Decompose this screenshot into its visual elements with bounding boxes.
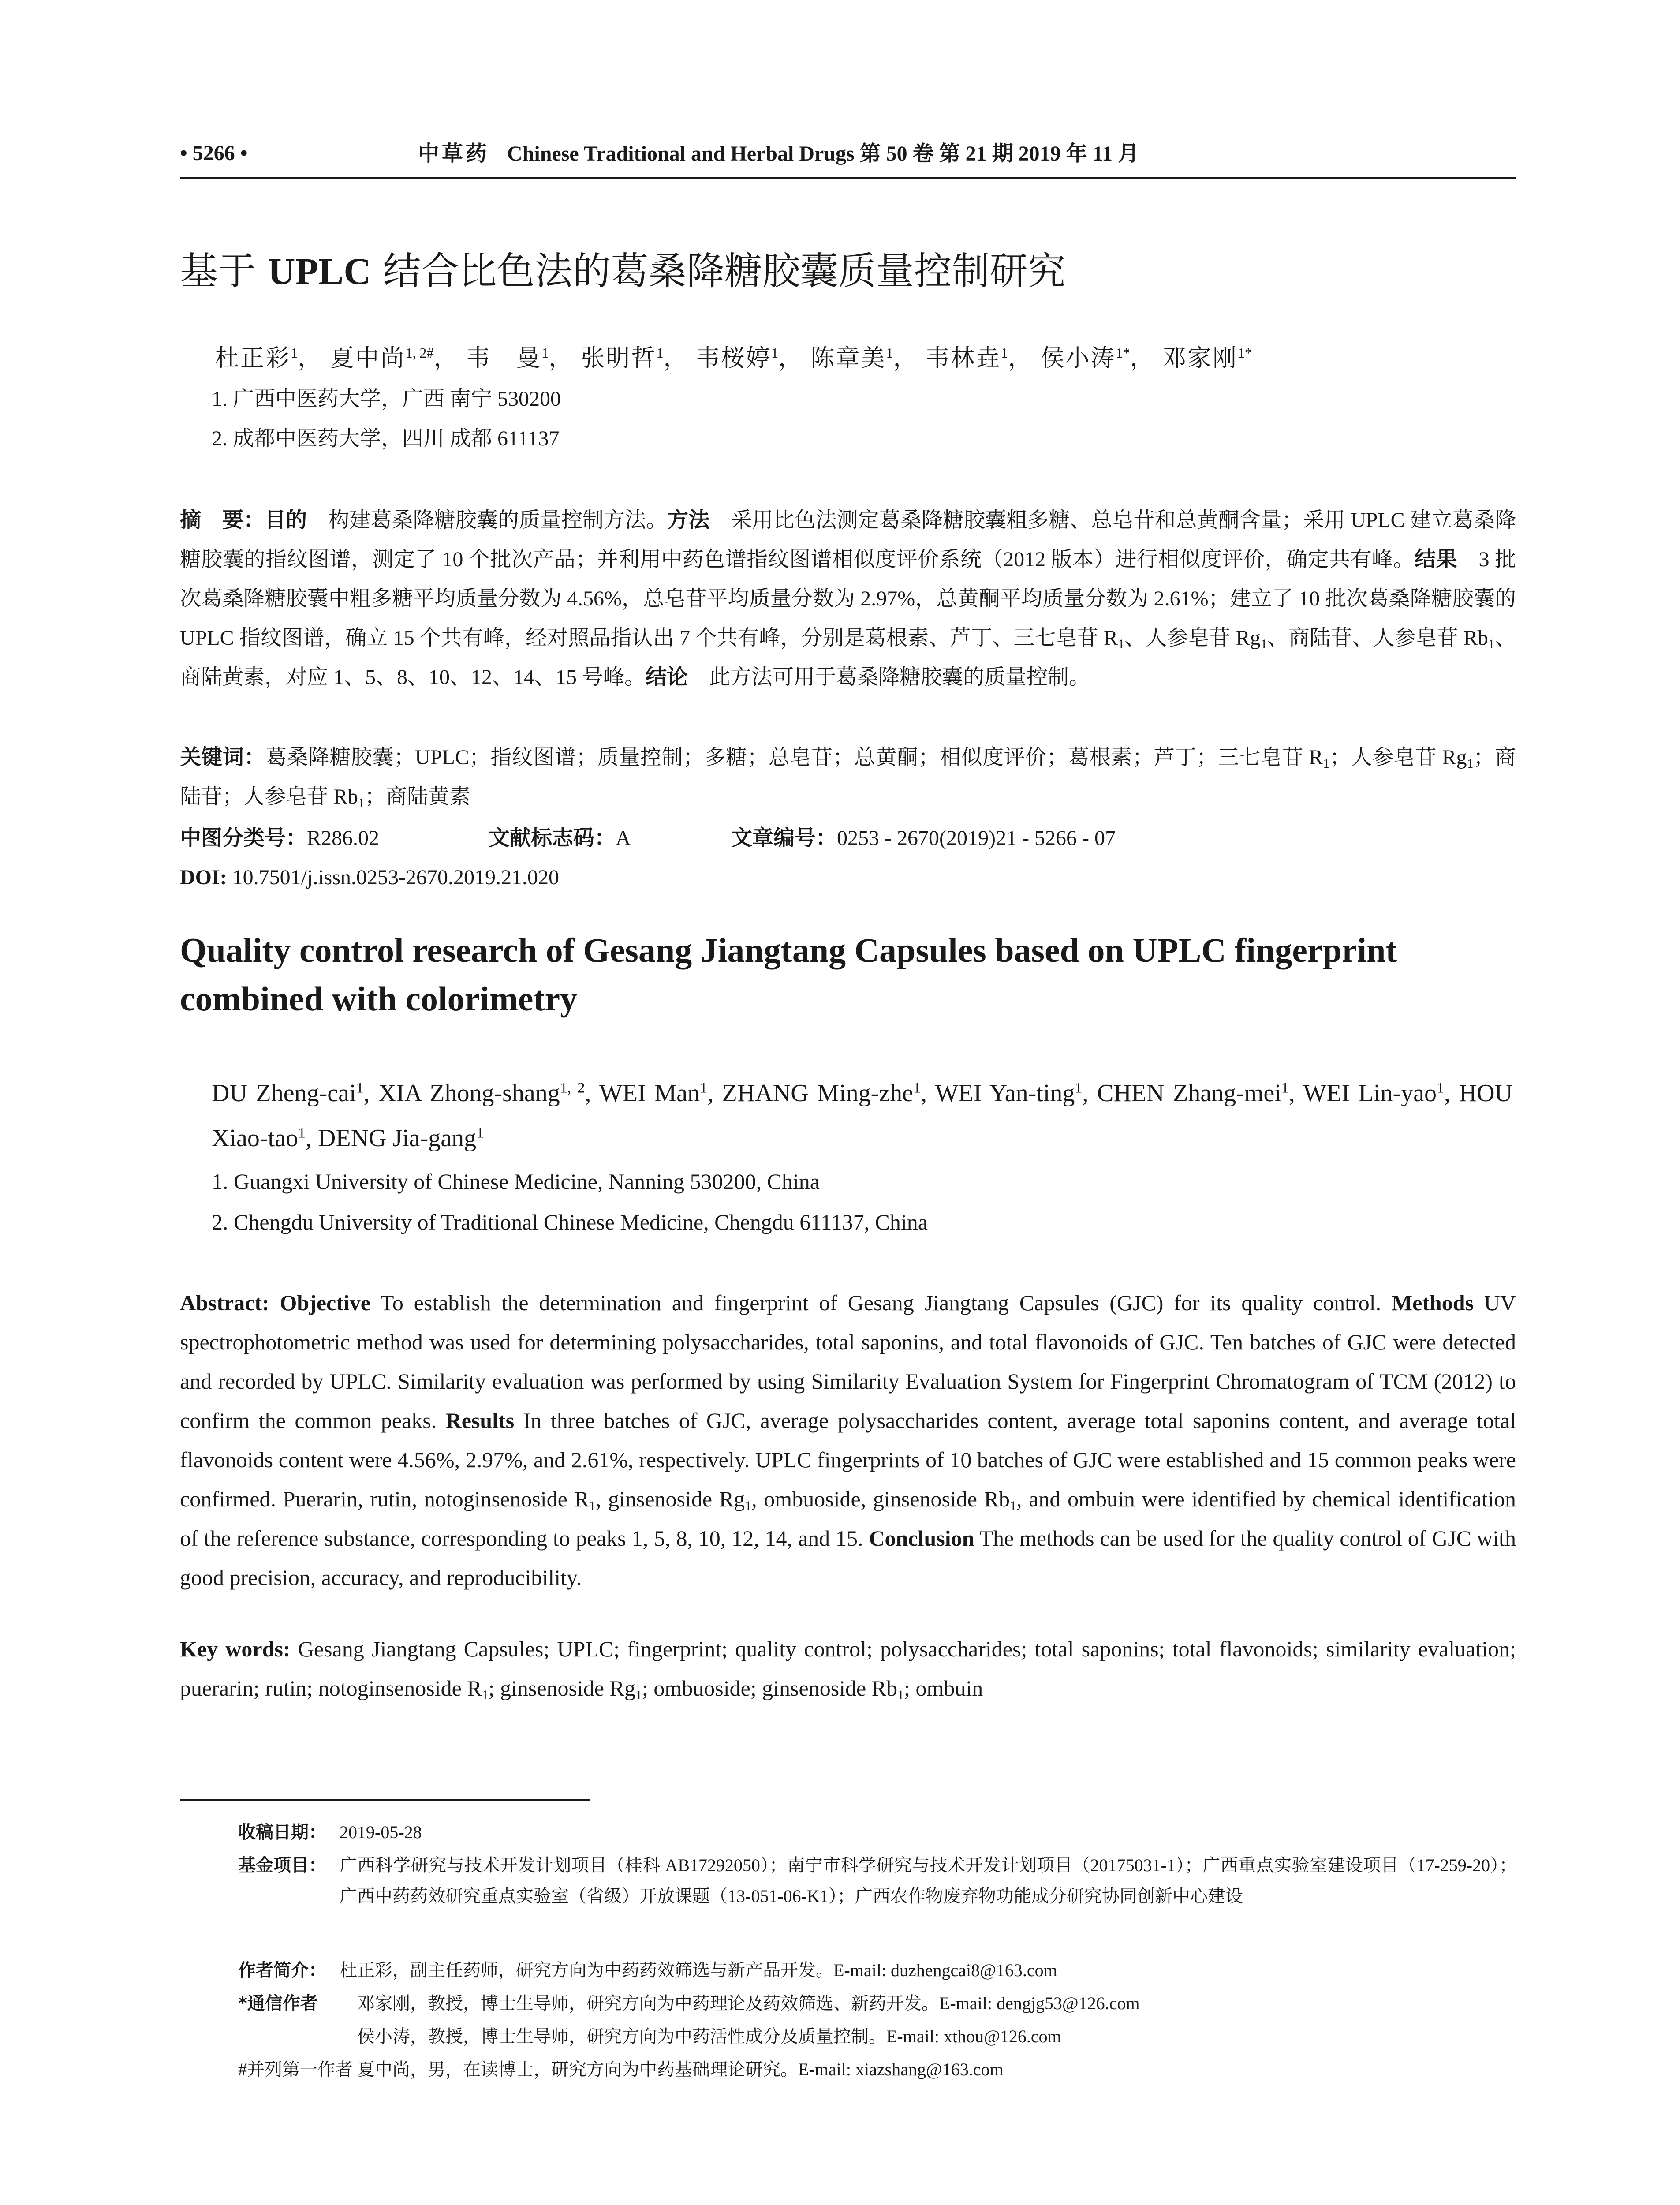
author-cn: 夏中尚$^{1, 2\#}$， [330,345,459,371]
author-cn: 陈章美$^1$， [810,345,918,371]
abstract-en: Abstract: Objective To establish the determination and fingerprint of Gesang Jiangtang Capsules (GJC) for its quality control. Methods UV spectrophotometric method was used for determining polysaccharides, total saponins, and total flavonoids of GJC. Ten batches of GJC were detected and recorded by UPLC. Similarity evaluation was performed by using Similarity Evaluation System for Fingerprint Chromatogram of TCM (2012) to confirm the common peaks. Results In three batches of GJC, average polysaccharides content, average total saponins content, and average total flavonoids content were 4.56%, 2.97%, and 2.61%, respectively. UPLC fingerprints of 10 batches of GJC were established and 15 common peaks were confirmed. Puerarin, rutin, notoginsenoside $R_1$, ginsenoside $Rg_1$, ombuoside, ginsenoside $Rb_1$, and ombuin were identified by chemical identification of the reference substance, corresponding to peaks 1, 5, 8, 10, 12, 14, and 15. Conclusion The methods can be used for the quality control of GJC with good precision, accuracy, and reproducibility. [180,1290,1516,1590]
footnote-author-bio: 作者简介： 杜正彩，副主任药师，研究方向为中药药效筛选与新产品开发。E-mail: duzhengcai8@163.com [238,1960,1057,1981]
author-en: WEI Yan-ting$^1$, [935,1080,1098,1107]
author-cn: 侯小涛$^{1*}$， [1040,345,1155,371]
author-en: ZHANG Ming-zhe$^1$, [722,1080,935,1107]
author-en: WEI Man$^1$, [599,1080,722,1107]
footnote-corresponding: *通信作者 邓家刚，教授，博士生导师，研究方向为中药理论及药效筛选、新药开发。E-mail: dengjg53@126.com 侯小涛，教授，博士生导师，研究方向为中药活性成分及质量控制。E-mail: xthou@126.com [238,1993,1140,2046]
author-cn: 韦桜婷$^1$， [696,345,803,371]
author-cn: 韦 曼$^1$， [466,345,574,371]
journal-info [418,140,1139,167]
keywords-en: Key words: Gesang Jiangtang Capsules; UPLC; fingerprint; quality control; polysaccharides; total saponins; total flavonoids; similarity evaluation; puerarin; rutin; notoginsenoside $R_1$; ginsenoside $Rg_1$; ombuoside; ginsenoside $Rb_1$; ombuin [180,1637,1516,1702]
author-en: DENG Jia-gang$^1$ [317,1125,484,1152]
author-cn: 杜正彩$^1$， [215,345,323,371]
author-cn: 韦林垚$^1$， [926,345,1033,371]
footnote-funding: 基金项目： 广西科学研究与技术开发计划项目（桂科 AB17292050）；南宁市科学研究与技术开发计划项目（20175031-1）；广西重点实验室建设项目（17-259-20）；广西中药药效研究重点实验室（省级）开放课题（13-051-06-K1）；广西农作物废弃物功能成分研究协同创新中心建设 [238,1855,1517,1906]
author-en: CHEN Zhang-mei$^1$, [1097,1080,1303,1107]
header-rule [180,177,1516,179]
article-number: 文章编号：0253 - 2670(2019)21 - 5266 - 07 [731,826,1116,850]
keywords-cn: 关键词：葛桑降糖胶囊；UPLC；指纹图谱；质量控制；多糖；总皂苷；总黄酮；相似度评价；葛根素；芦丁；三七皂苷 $R_1$；人参皂苷 $Rg_1$；商陆苷；人参皂苷 $Rb_1$；商陆黄素 [180,745,1516,810]
affiliation-en: 1. Guangxi University of Chinese Medicine, Nanning 530200, China [212,1169,820,1194]
journal-issue: Chinese Traditional and Herbal Drugs 第 50 卷 第 21 期 2019 年 11 月 [507,142,1139,165]
author-en: WEI Lin-yao$^1$, [1303,1080,1459,1107]
author-cn: 张明哲$^1$， [581,345,689,371]
footnote-rule [180,1799,590,1801]
title-cn: 基于 UPLC 结合比色法的葛桑降糖胶囊质量控制研究 [180,249,1066,293]
affiliation-cn: 2. 成都中医药大学，四川 成都 611137 [212,427,560,450]
authors-en [212,1071,1512,1161]
classification-row [180,825,1516,851]
doi: DOI: 10.7501/j.issn.0253-2670.2019.21.020 [180,866,560,889]
affiliation-cn: 1. 广西中医药大学，广西 南宁 530200 [212,387,561,411]
clc-number: 中图分类号：R286.02 [180,826,380,850]
author-en: HOU Xiao-tao$^1$, [212,1080,1513,1152]
page-number: • 5266 • [180,142,248,165]
author-en: DU Zheng-cai$^1$, [212,1080,379,1107]
authors-cn [215,337,1252,374]
journal-name-cn: 中草药 [418,141,490,166]
document-code: 文献标志码：A [489,826,631,850]
abstract-cn: 摘 要：目的 构建葛桑降糖胶囊的质量控制方法。方法 采用比色法测定葛桑降糖胶囊粗多糖、总皂苷和总黄酮含量；采用 UPLC 建立葛桑降糖胶囊的指纹图谱，测定了 10 个批次产品；并利用中药色谱指纹图谱相似度评价系统（2012 版本）进行相似度评价，确定共有峰。结果 3 批次葛桑降糖胶囊中粗多糖平均质量分数为 4.56%，总皂苷平均质量分数为 2.97%，总黄酮平均质量分数为 2.61%；建立了 10 批次葛桑降糖胶囊的 UPLC 指纹图谱，确立 15 个共有峰，经对照品指认出 7 个共有峰，分别是葛根素、芦丁、三七皂苷 $R_1$、人参皂苷 $Rg_1$、商陆苷、人参皂苷 $Rb_1$、商陆黄素，对应 1、5、8、10、12、14、15 号峰。结论 此方法可用于葛桑降糖胶囊的质量控制。 [180,508,1516,689]
author-cn: 邓家刚$^{1*}$ [1162,345,1252,371]
footnote-co-first-author: #并列第一作者 夏中尚，男，在读博士，研究方向为中药基础理论研究。E-mail: xiazshang@163.com [238,2059,1004,2079]
title-en: Quality control research of Gesang Jiangtang Capsules based on UPLC fingerprint combined with colorimetry [180,931,1397,1018]
affiliation-en: 2. Chengdu University of Traditional Chinese Medicine, Chengdu 611137, China [212,1210,928,1234]
author-en: XIA Zhong-shang$^{1, 2}$, [378,1080,600,1107]
footnote-received: 收稿日期： 2019-05-28 [238,1822,422,1842]
